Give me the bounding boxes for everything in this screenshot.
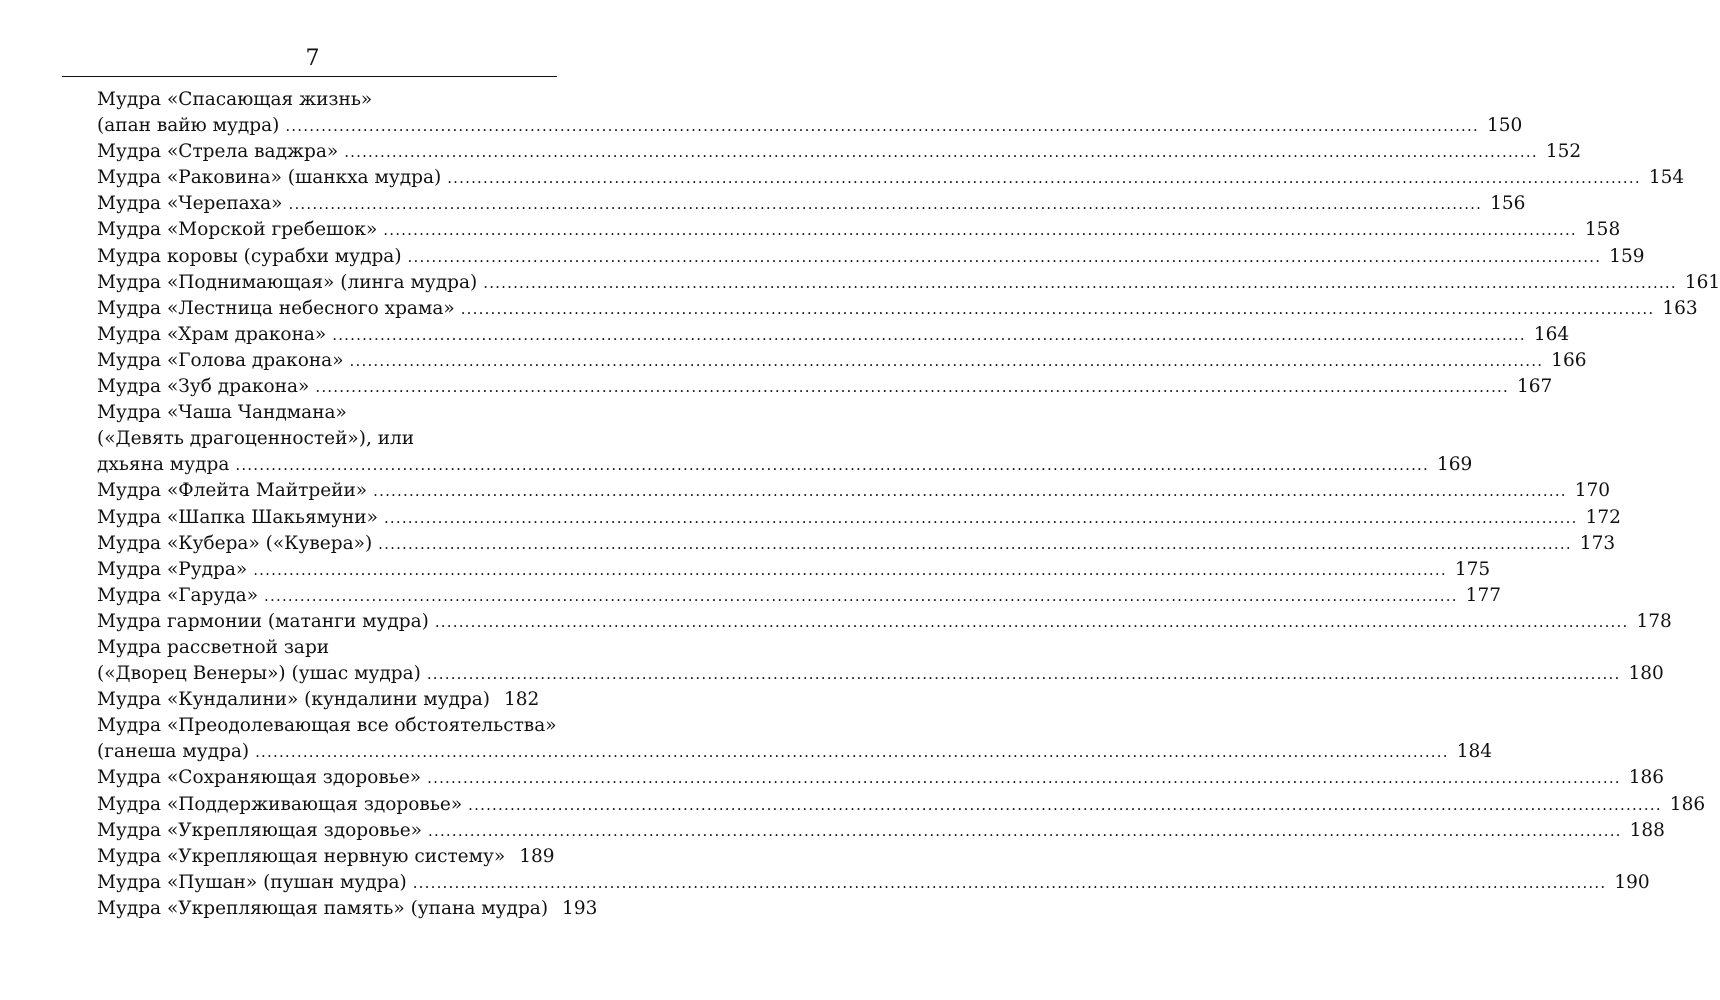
toc-entry-line (97, 792, 1706, 818)
dot-leader: ........................................................................................................................................................................................................ (344, 143, 1538, 162)
toc-entry[interactable] (97, 296, 1698, 322)
dot-leader: ........................................................................................................................................................................................................ (447, 169, 1641, 188)
toc-entry-title: Мудра рассветной зари (97, 636, 330, 658)
toc-entry-title: (апан вайю мудра) (97, 115, 280, 137)
toc-entry[interactable] (97, 139, 1582, 165)
toc-entry[interactable] (97, 505, 1621, 531)
toc-entry-title: Мудра гармонии (матанги мудра) (97, 610, 429, 632)
toc-page-number: 152 (1545, 141, 1582, 163)
toc-entry-title: Мудра «Гаруда» (97, 584, 259, 606)
toc-page-number: 186 (1669, 793, 1706, 815)
toc-entry[interactable] (97, 713, 1493, 765)
dot-leader: ........................................................................................................................................................................................................ (383, 508, 1578, 527)
toc-page-number: 154 (1648, 167, 1685, 189)
toc-entry-title: Мудра «Укрепляющая память» (упана мудра) (97, 897, 549, 919)
toc-page-number: 173 (1579, 532, 1616, 554)
toc-entry-line (97, 505, 1621, 531)
toc-entry-line (97, 739, 1493, 765)
toc-entry-title: Мудра «Кубера» («Кувера») (97, 532, 373, 554)
toc-entry-title: Мудра «Флейта Майтрейи» (97, 480, 368, 502)
toc-page-number: 184 (1456, 741, 1493, 763)
toc-entry[interactable] (97, 583, 1501, 609)
dot-leader: ........................................................................................................................................................................................................ (468, 795, 1662, 814)
toc-entry-title: Мудра «Сохраняющая здоровье» (97, 767, 422, 789)
toc-entry-title: Мудра коровы (сурабхи мудра) (97, 245, 402, 267)
toc-entry-line (97, 113, 1523, 139)
toc-page-number: 178 (1636, 610, 1672, 632)
toc-entry-line (97, 531, 1616, 557)
dot-leader: ........................................................................................................................................................................................................ (285, 117, 1479, 136)
toc-page-number: 167 (1517, 376, 1553, 398)
toc-entry[interactable] (97, 348, 1587, 374)
toc-entry-title: Мудра «Раковина» (шанкха мудра) (97, 167, 442, 189)
toc-page-number: 164 (1533, 323, 1570, 345)
toc-entry-line (97, 635, 529, 661)
toc-page-number: 190 (1614, 871, 1650, 893)
dot-leader: ........................................................................................................................................................................................................ (332, 325, 1526, 344)
toc-page-number: 186 (1628, 767, 1665, 789)
toc-entry-line (97, 270, 1720, 296)
toc-page-number: 170 (1574, 480, 1611, 502)
toc-page-number: 150 (1486, 115, 1523, 137)
toc-page-number: 161 (1684, 271, 1720, 293)
toc-entry-line (97, 452, 1473, 478)
toc-entry-line (97, 557, 1491, 583)
toc-entry-title: Мудра «Спасающая жизнь» (97, 89, 373, 110)
toc-entry-line (97, 191, 1526, 217)
toc-entry-line (97, 322, 1570, 348)
toc-page-number: 166 (1551, 349, 1587, 371)
toc-entry[interactable] (97, 896, 598, 922)
dot-leader: ........................................................................................................................................................................................................ (373, 482, 1567, 501)
dot-leader: ........................................................................................................................................................................................................ (483, 273, 1677, 292)
toc-page-number: 172 (1585, 506, 1621, 528)
dot-leader: ........................................................................................................................................................................................................ (349, 351, 1544, 370)
toc-entry-title: Мудра «Чаша Чандмана» (97, 402, 347, 424)
toc-entry-line (97, 165, 1685, 191)
toc-entry-title: Мудра «Преодолевающая все обстоятельства» (97, 715, 557, 737)
toc-entry-line (97, 713, 557, 739)
toc-entry-title: Мудра «Лестница небесного храма» (97, 297, 455, 319)
toc-entry[interactable] (97, 557, 1491, 583)
toc-entry-title: Мудра «Рудра» (97, 558, 248, 580)
toc-entry[interactable] (97, 374, 1553, 400)
toc-entry-title: Мудра «Шапка Шакьямуни» (97, 506, 378, 528)
toc-entry-line (97, 844, 555, 870)
toc-entry-title: («Дворец Венеры») (ушас мудра) (97, 663, 421, 685)
toc-entry-line (97, 139, 1582, 165)
toc-entry-title: Мудра «Храм дракона» (97, 323, 327, 345)
toc-entry[interactable] (97, 400, 1473, 478)
toc-entry-title: Мудра «Зуб дракона» (97, 376, 310, 398)
toc-entry-title: Мудра «Укрепляющая нервную систему» (97, 845, 506, 867)
toc-entry-line (97, 583, 1501, 609)
toc-entry-line (97, 765, 1665, 791)
toc-entry-line (97, 818, 1665, 844)
dot-leader: ........................................................................................................................................................................................................ (460, 299, 1655, 318)
toc-entry[interactable] (97, 165, 1685, 191)
toc-page-number: 159 (1609, 245, 1645, 267)
toc-entry[interactable] (97, 244, 1645, 270)
toc-entry-title: Мудра «Укрепляющая здоровье» (97, 819, 423, 841)
toc-entry-line (97, 426, 529, 452)
toc-entry[interactable] (97, 191, 1526, 217)
toc-entry-line (97, 478, 1611, 504)
dot-leader: ........................................................................................................................................................................................................ (378, 534, 1572, 553)
toc-entry[interactable] (97, 792, 1706, 818)
toc-entry[interactable] (97, 844, 555, 870)
dot-leader: ........................................................................................................................................................................................................ (383, 221, 1577, 240)
dot-leader: ........................................................................................................................................................................................................ (426, 665, 1621, 684)
toc-entry[interactable] (97, 609, 1672, 635)
toc-entry[interactable] (97, 687, 540, 713)
toc-entry-title: Мудра «Стрела ваджра» (97, 141, 339, 163)
toc-page-number: 169 (1436, 454, 1473, 476)
dot-leader: ........................................................................................................................................................................................................ (315, 378, 1509, 397)
toc-page-number: 163 (1662, 297, 1698, 319)
toc-entry[interactable] (97, 217, 1621, 243)
toc-entry-title: Мудра «Поднимающая» (линга мудра) (97, 271, 478, 293)
toc-entry-line (97, 348, 1587, 374)
toc-page-number: 182 (503, 689, 540, 711)
dot-leader: ........................................................................................................................................................................................................ (434, 612, 1629, 631)
toc-entry-line (97, 687, 540, 713)
toc-page-number: 193 (562, 897, 598, 919)
dot-leader: ........................................................................................................................................................................................................ (253, 560, 1447, 579)
table-of-contents (97, 87, 1720, 922)
toc-entry-line (97, 870, 1650, 896)
toc-page-number: 156 (1490, 193, 1526, 215)
dot-leader: ........................................................................................................................................................................................................ (407, 247, 1602, 266)
toc-entry-title: Мудра «Черепаха» (97, 193, 283, 215)
toc-entry[interactable] (97, 322, 1570, 348)
toc-entry[interactable] (97, 765, 1665, 791)
toc-entry-line (97, 609, 1672, 635)
toc-entry[interactable] (97, 818, 1665, 844)
dot-leader: ........................................................................................................................................................................................................ (428, 821, 1622, 840)
toc-entry-line (97, 400, 529, 426)
dot-leader: ........................................................................................................................................................................................................ (255, 743, 1449, 762)
toc-entry-title: Мудра «Голова дракона» (97, 349, 344, 371)
toc-entry-line (97, 244, 1645, 270)
dot-leader: ........................................................................................................................................................................................................ (427, 769, 1621, 788)
toc-page-number: 177 (1465, 584, 1501, 606)
toc-page-number: 158 (1584, 219, 1621, 241)
toc-page-number: 188 (1629, 819, 1665, 841)
toc-entry[interactable] (97, 87, 1523, 139)
toc-entry-line (97, 296, 1698, 322)
toc-entry-title: Мудра «Морской гребешок» (97, 219, 378, 241)
toc-entry[interactable] (97, 478, 1611, 504)
toc-entry-title: (ганеша мудра) (97, 741, 250, 763)
toc-entry-title: дхьяна мудра (97, 454, 230, 476)
toc-entry-line (97, 87, 529, 113)
toc-page-number: 180 (1628, 663, 1664, 685)
dot-leader: ........................................................................................................................................................................................................ (264, 586, 1458, 605)
toc-entry[interactable] (97, 635, 1664, 687)
toc-page-number: 175 (1454, 558, 1491, 580)
toc-entry[interactable] (97, 270, 1720, 296)
dot-leader: ........................................................................................................................................................................................................ (235, 456, 1429, 475)
toc-entry[interactable] (97, 870, 1650, 896)
dot-leader: ........................................................................................................................................................................................................ (288, 195, 1483, 214)
page-number: 7 (305, 46, 320, 71)
toc-entry-title: Мудра «Пушан» (пушан мудра) (97, 871, 407, 893)
header-rule (62, 76, 557, 77)
toc-entry[interactable] (97, 531, 1616, 557)
toc-entry-line (97, 661, 1664, 687)
dot-leader: ........................................................................................................................................................................................................ (412, 873, 1607, 892)
toc-entry-title: Мудра «Кундалини» (кундалини мудра) (97, 689, 490, 711)
toc-entry-line (97, 217, 1621, 243)
toc-page-number: 189 (519, 845, 555, 867)
toc-entry-line (97, 374, 1553, 400)
toc-entry-title: Мудра «Поддерживающая здоровье» (97, 793, 463, 815)
toc-entry-title: («Девять драгоценностей»), или (97, 428, 415, 450)
toc-entry-line (97, 896, 598, 922)
